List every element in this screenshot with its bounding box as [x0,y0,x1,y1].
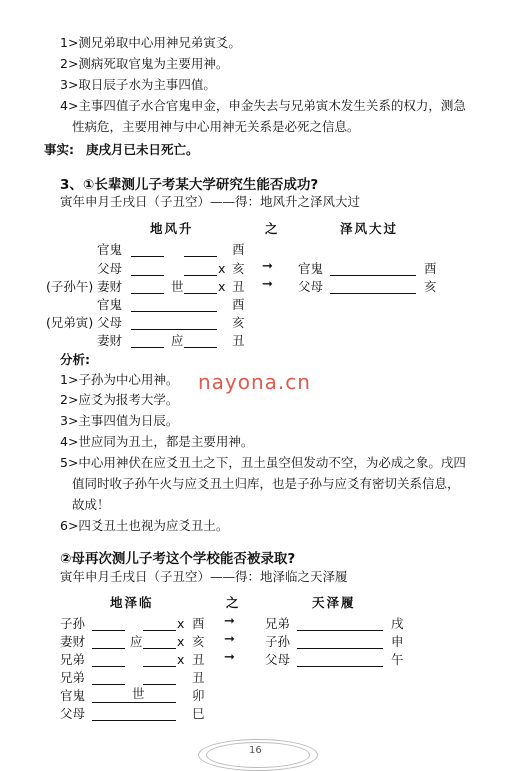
fact-text: 庚戌月已未日死亡。 [86,142,199,157]
section-title: 3、①长辈测儿子考某大学研究生能否成功? [60,177,319,193]
moving-mark: x [218,261,226,276]
section-title: ②母再次测儿子考这个学校能否被录取? [60,551,296,567]
hexagram-left-name: 地泽临 [110,595,154,610]
broken-yao-line [131,293,164,294]
liuqin-label: 父母 [265,652,291,667]
point-line: 4>世应同为丑土，都是主要用神。 [60,434,254,449]
branch-label: 巳 [192,706,205,721]
broken-yao-line [143,684,176,685]
broken-yao-line [131,347,164,348]
hidden-yao-label: (子孙午) [46,279,94,294]
solid-yao-line [297,630,383,631]
arrow-icon: ➞ [262,277,273,292]
point-line: 6>四爻丑土也视为应爻丑土。 [60,518,229,533]
broken-yao-line [92,666,125,667]
moving-mark: x [218,279,226,294]
hexagram-left-name: 地风升 [150,221,194,236]
liuqin-label: 官鬼 [60,688,86,703]
broken-yao-line [131,275,164,276]
arrow-icon: ➞ [224,650,235,665]
hexagram-right-name: 泽风大过 [340,221,399,236]
branch-label: 亥 [424,279,437,294]
fact-label: 事实: [44,142,74,157]
moving-mark: x [177,616,185,631]
liuqin-label: 妻财 [97,279,123,294]
liuqin-label: 妻财 [97,333,123,348]
liuqin-label: 子孙 [265,634,291,649]
date-line: 寅年申月壬戌日（子丑空）——得：地泽临之天泽履 [60,569,348,584]
branch-label: 酉 [192,616,205,631]
shi-marker: 世 [132,686,145,701]
broken-yao-line [143,648,176,649]
broken-yao-line [184,256,217,257]
branch-label: 酉 [424,261,437,276]
solid-yao-line [297,648,383,649]
broken-yao-line [92,684,125,685]
branch-label: 申 [391,634,404,649]
branch-label: 丑 [232,333,245,348]
shi-marker: 世 [171,279,184,294]
point-line-continued: 性病危，主要用神与中心用神无关系是必死之信息。 [72,119,360,134]
solid-yao-line [92,702,176,703]
liuqin-label: 兄弟 [60,670,86,685]
liuqin-label: 兄弟 [265,616,291,631]
branch-label: 丑 [192,652,205,667]
analysis-label: 分析: [60,352,90,367]
watermark: nayona.cn [198,370,311,394]
broken-yao-line [92,630,125,631]
arrow-icon: ➞ [224,632,235,647]
point-line: 4>主事四值子水合官鬼申金，申金失去与兄弟寅木发生关系的权力，测急 [60,98,466,113]
point-line-continued: 值同时收子孙午火与应爻丑土归库，也是子孙与应爻有密切关系信息， [72,476,460,491]
liuqin-label: 父母 [60,706,86,721]
page-number: 16 [249,745,262,756]
branch-label: 酉 [232,297,245,312]
liuqin-label: 父母 [298,279,324,294]
moving-mark: x [177,634,185,649]
hexagram-right-name: 天泽履 [312,595,356,610]
liuqin-label: 父母 [97,261,123,276]
solid-yao-line [330,293,416,294]
arrow-icon: ➞ [262,259,273,274]
solid-yao-line [131,311,217,312]
branch-label: 戌 [391,616,404,631]
solid-yao-line [92,720,176,721]
liuqin-label: 父母 [97,315,123,330]
branch-label: 亥 [232,315,245,330]
ying-marker: 应 [130,634,143,649]
point-line: 3>主事四值为日辰。 [60,413,179,428]
point-line: 1>测兄弟取中心用神兄弟寅爻。 [60,35,241,50]
point-line: 2>应爻为报考大学。 [60,392,179,407]
point-line: 1>子孙为中心用神。 [60,372,179,387]
branch-label: 午 [391,652,404,667]
solid-yao-line [297,666,383,667]
liuqin-label: 子孙 [60,616,86,631]
liuqin-label: 官鬼 [298,261,324,276]
solid-yao-line [131,329,217,330]
branch-label: 亥 [232,261,245,276]
broken-yao-line [92,648,125,649]
solid-yao-line [330,275,416,276]
ying-marker: 应 [171,333,184,348]
hidden-yao-label: (兄弟寅) [46,315,94,330]
date-line: 寅年申月壬戌日（子丑空）——得：地风升之泽风大过 [60,194,361,209]
liuqin-label: 兄弟 [60,652,86,667]
broken-yao-line [143,666,176,667]
moving-mark: x [177,652,185,667]
liuqin-label: 官鬼 [97,297,123,312]
broken-yao-line [184,293,217,294]
point-line: 2>测病死取官鬼为主要用神。 [60,56,229,71]
arrow-icon: ➞ [224,614,235,629]
branch-label: 酉 [232,242,245,257]
branch-label: 丑 [232,279,245,294]
zhi-connector: 之 [265,221,280,236]
zhi-connector: 之 [226,595,241,610]
liuqin-label: 妻财 [60,634,86,649]
broken-yao-line [143,630,176,631]
broken-yao-line [184,275,217,276]
broken-yao-line [131,256,164,257]
branch-label: 丑 [192,670,205,685]
broken-yao-line [184,347,217,348]
point-line-continued: 故成！ [72,497,110,512]
branch-label: 亥 [192,634,205,649]
point-line: 3>取日辰子水为主事四值。 [60,77,216,92]
liuqin-label: 官鬼 [97,242,123,257]
point-line: 5>中心用神伏在应爻丑土之下，丑土虽空但发动不空，为必成之象。戌四 [60,455,466,470]
branch-label: 卯 [192,688,205,703]
